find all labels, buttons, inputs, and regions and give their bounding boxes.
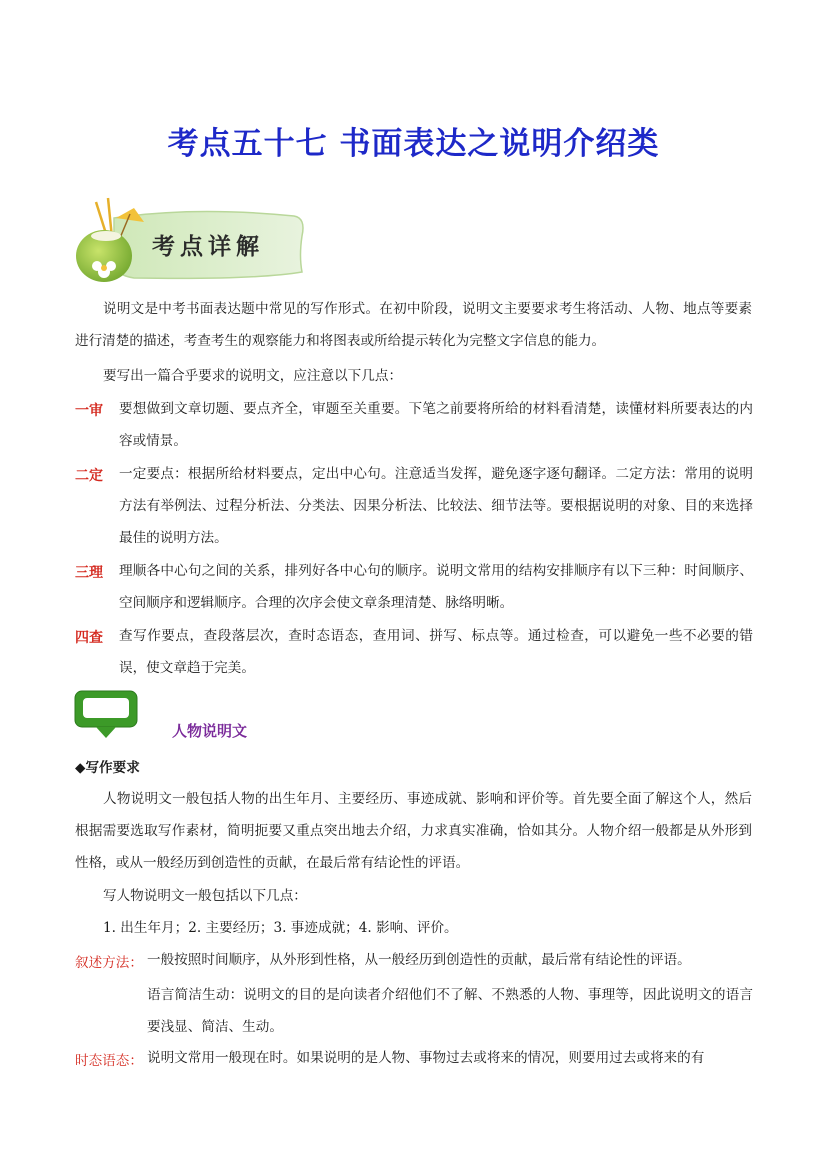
rule-text: 要想做到文章切题、要点齐全，审题至关重要。下笔之前要将所给的材料看清楚，读懂材料所要表达的内容或情景。 <box>119 401 753 449</box>
method-label: 叙述方法： <box>75 955 143 971</box>
rule-text: 一定要点：根据所给材料要点，定出中心句。注意适当发挥，避免逐字逐句翻译。二定方法：常用的说明方法有举例法、过程分析法、分类法、因果分析法、比较法、细节法等。要根据说明的对象、目的来选择最佳的说明方法。 <box>119 466 753 546</box>
method-text: 一般按照时间顺序，从外形到性格，从一般经历到创造性的贡献，最后常有结论性的评语。 <box>147 952 691 968</box>
body-paragraph: 1. 出生年月；2. 主要经历；3. 事迹成就；4. 影响、评价。 <box>103 920 458 936</box>
rule-label: 一审 <box>75 403 103 419</box>
page-title: 考点五十七 书面表达之说明介绍类 <box>167 126 660 162</box>
method-text: 说明文常用一般现在时。如果说明的是人物、事物过去或将来的情况，则要用过去或将来的有 <box>147 1050 705 1066</box>
rule-text: 查写作要点，查段落层次，查时态语态，查用词、拼写、标点等。通过检查，可以避免一些不必要的错误，使文章趋于完美。 <box>119 628 753 676</box>
rule-label: 四查 <box>75 630 103 646</box>
section-banner-label: 考点详解 <box>152 233 264 260</box>
method-label: 时态语态： <box>75 1053 143 1069</box>
requirements-heading: ◆写作要求 <box>75 760 140 776</box>
body-paragraph: 人物说明文一般包括人物的出生年月、主要经历、事迹成就、影响和评价等。首先要全面了解这个人，然后根据需要选取写作素材，简明扼要又重点突出地去介绍，力求真实准确，恰如其分。人物介绍一般都是从外形到性格，或从一般经历到创造性的贡献，在最后常有结论性的评语。 <box>75 791 752 871</box>
method-text: 语言简洁生动：说明文的目的是向读者介绍他们不了解、不熟悉的人物、事理等，因此说明文的语言要浅显、简洁、生动。 <box>147 987 753 1035</box>
body-paragraph: 写人物说明文一般包括以下几点： <box>103 888 307 904</box>
speech-bubble-icon <box>74 690 138 740</box>
rule-label: 二定 <box>75 468 103 484</box>
rule-label: 三理 <box>75 565 103 581</box>
section-title: 人物说明文 <box>172 722 248 740</box>
intro-paragraph: 说明文是中考书面表达题中常见的写作形式。在初中阶段，说明文主要要求考生将活动、人物、地点等要素进行清楚的描述，考查考生的观察能力和将图表或所给提示转化为完整文字信息的能力。 <box>75 301 752 349</box>
rule-text: 理顺各中心句之间的关系，排列好各中心句的顺序。说明文常用的结构安排顺序有以下三种：时间顺序、空间顺序和逻辑顺序。合理的次序会使文章条理清楚、脉络明晰。 <box>119 563 753 611</box>
intro-paragraph: 要写出一篇合乎要求的说明文，应注意以下几点： <box>103 368 403 384</box>
